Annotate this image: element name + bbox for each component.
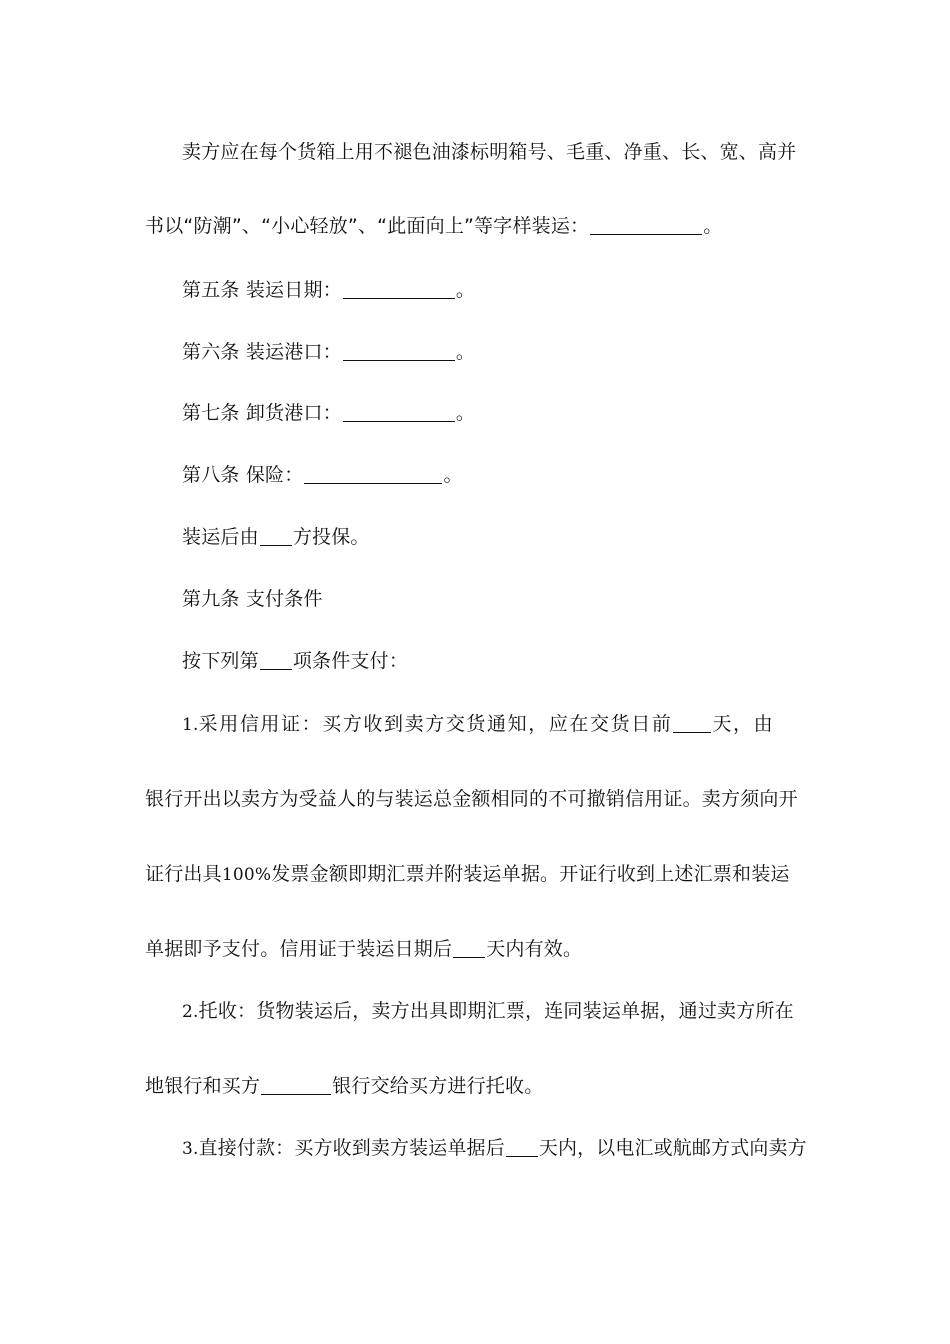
item-1-line-2 xyxy=(145,785,807,813)
packing-text: 卖方应在每个货箱上用不褪色油漆标明箱号、毛重、净重、长、宽、高并 xyxy=(182,141,797,163)
port-of-shipment-blank[interactable] xyxy=(343,340,455,361)
article-9-title: 第九条 支付条件 xyxy=(182,588,323,610)
payment-choice-text-b: 项条件支付： xyxy=(292,650,409,672)
item-3-number: 3. xyxy=(182,1139,199,1159)
period: 。 xyxy=(443,464,463,486)
item-1-line-1 xyxy=(182,710,807,739)
item-2-line-2 xyxy=(145,1072,807,1100)
insurance-party xyxy=(182,523,807,551)
article-6 xyxy=(182,338,807,366)
article-8 xyxy=(182,461,807,489)
period: 。 xyxy=(703,215,723,237)
item-2-text-2b: 银行交给买方进行托收。 xyxy=(332,1075,544,1097)
item-2-text-2a: 地银行和买方 xyxy=(145,1075,261,1097)
item-1-text-3b: 发票金额即期汇票并附装运单据。开证行收到上述汇票和装运 xyxy=(271,863,790,885)
item-3-line-1 xyxy=(182,1134,807,1163)
lc-days-blank[interactable] xyxy=(673,712,711,733)
packing-paragraph-line-2 xyxy=(145,212,807,240)
item-2-line-1 xyxy=(182,997,807,1026)
shipping-mark-blank[interactable] xyxy=(590,214,702,235)
article-9 xyxy=(182,585,807,613)
item-1-line-4 xyxy=(145,935,807,963)
insurance-party-text-a: 装运后由 xyxy=(182,526,259,548)
item-3-text-b: 天内，以电汇或航邮方式向卖方 xyxy=(538,1137,807,1159)
payment-choice xyxy=(182,647,807,675)
payment-option-blank[interactable] xyxy=(260,649,292,670)
period: 。 xyxy=(455,279,476,301)
article-7-label: 第七条 卸货港口： xyxy=(182,402,342,424)
percent-value: 100% xyxy=(221,865,272,885)
item-2-text-1: 托收：货物装运后，卖方出具即期汇票，连同装运单据，通过卖方所在 xyxy=(198,1000,794,1022)
period: 。 xyxy=(455,341,476,363)
item-1-number: 1. xyxy=(182,715,199,735)
article-6-label: 第六条 装运港口： xyxy=(182,341,342,363)
period: 。 xyxy=(455,402,476,424)
packing-text-2: 书以“防潮”、“小心轻放”、“此面向上”等字样装运： xyxy=(145,215,590,237)
port-of-discharge-blank[interactable] xyxy=(343,401,455,422)
insurance-party-text-b: 方投保。 xyxy=(292,526,370,548)
article-8-label: 第八条 保险： xyxy=(182,464,304,486)
article-5 xyxy=(182,276,807,304)
insuring-party-blank[interactable] xyxy=(260,525,292,546)
packing-paragraph-line-1 xyxy=(182,138,807,166)
article-5-label: 第五条 装运日期： xyxy=(182,279,342,301)
item-1-text-3a: 证行出具 xyxy=(145,863,222,885)
payment-choice-text-a: 按下列第 xyxy=(182,650,259,672)
lc-validity-days-blank[interactable] xyxy=(453,937,485,958)
item-1-text-4b: 天内有效。 xyxy=(486,938,583,960)
item-1-text-2: 银行开出以卖方为受益人的与装运总金额相同的不可撤销信用证。卖方须向开 xyxy=(145,788,798,810)
item-1-text-a: 采用信用证：买方收到卖方交货通知，应在交货日前 xyxy=(198,713,673,735)
buyer-bank-blank[interactable] xyxy=(261,1074,331,1095)
item-1-text-4a: 单据即予支付。信用证于装运日期后 xyxy=(145,938,453,960)
article-7 xyxy=(182,399,807,427)
direct-payment-days-blank[interactable] xyxy=(506,1136,538,1157)
item-2-number: 2. xyxy=(182,1002,199,1022)
item-1-text-b: 天，由 xyxy=(712,713,775,735)
item-1-line-3 xyxy=(145,860,807,889)
insurance-blank[interactable] xyxy=(304,463,442,484)
shipping-date-blank[interactable] xyxy=(343,278,455,299)
item-3-text-a: 直接付款：买方收到卖方装运单据后 xyxy=(198,1137,505,1159)
